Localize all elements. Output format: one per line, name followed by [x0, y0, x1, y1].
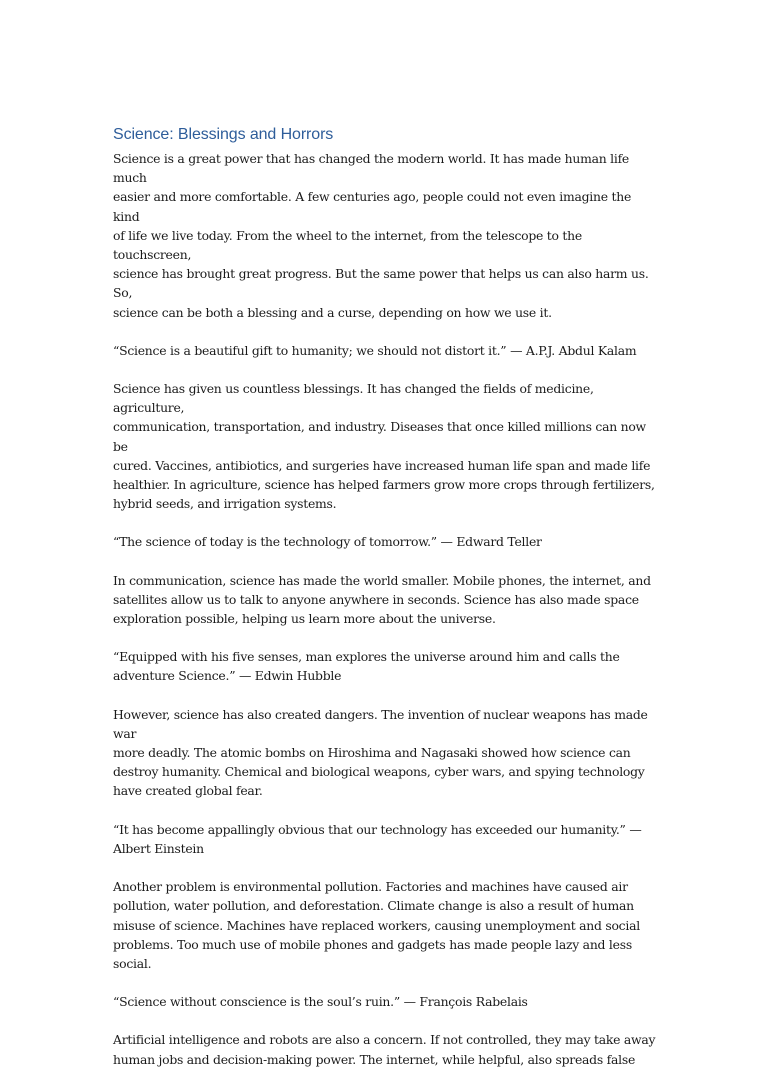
- paragraph-intro: Science is a great power that has changed the modern world. It has made human life much easier and more comfortable. A few centuries ago, people could not even imagine the kind of life we live today. From the wheel to the internet, from the telescope to the touchscreen, science has brought great progress. But the same power that helps us can also harm us. So, science can be both a blessing and a curse, depending on how we use it.: [113, 151, 649, 320]
- document-page: [113, 124, 658, 1088]
- quote-teller: “The science of today is the technology of tomorrow.” — Edward Teller: [113, 534, 542, 550]
- paragraph-blessings: Science has given us countless blessings. It has changed the fields of medicine, agriculture, communication, transportation, and industry. Diseases that once killed millions can now be cured. Vaccines, antibiotics, and surgeries have increased human life span and made life healthier. In agriculture, science has helped farmers grow more crops through fertilizers, hybrid seeds, and irrigation systems.: [113, 381, 655, 512]
- document-title: Science: Blessings and Horrors: [113, 126, 334, 143]
- paragraph-communication: In communication, science has made the world smaller. Mobile phones, the internet, and satellites allow us to talk to anyone anywhere in seconds. Science has also made space exploration possible, helping us learn more about the universe.: [113, 572, 651, 627]
- paragraph-ai: Artificial intelligence and robots are also a concern. If not controlled, they may take away human jobs and decision-making power. The internet, while helpful, also spreads false: [113, 1032, 656, 1067]
- quote-einstein: “It has become appallingly obvious that our technology has exceeded our humanity.” — Albert Einstein: [113, 821, 642, 856]
- paragraph-pollution: Another problem is environmental pollution. Factories and machines have caused air pollution, water pollution, and deforestation. Climate change is also a result of human misuse of science. Machines have replaced workers, causing unemployment and social problems. Too much use of mobile phones and gadgets has made people lazy and less social.: [113, 879, 640, 971]
- paragraph-dangers: However, science has also created dangers. The invention of nuclear weapons has made war more deadly. The atomic bombs on Hiroshima and Nagasaki showed how science can destroy humanity. Chemical and biological weapons, cyber wars, and spying technology have created global fear.: [113, 706, 648, 799]
- quote-rabelais: “Science without conscience is the soul’s ruin.” — François Rabelais: [113, 994, 528, 1010]
- quote-hubble: “Equipped with his five senses, man explores the universe around him and calls the adventure Science.” — Edwin Hubble: [113, 649, 620, 684]
- quote-kalam: “Science is a beautiful gift to humanity; we should not distort it.” — A.P.J. Abdul Kalam: [113, 342, 637, 358]
